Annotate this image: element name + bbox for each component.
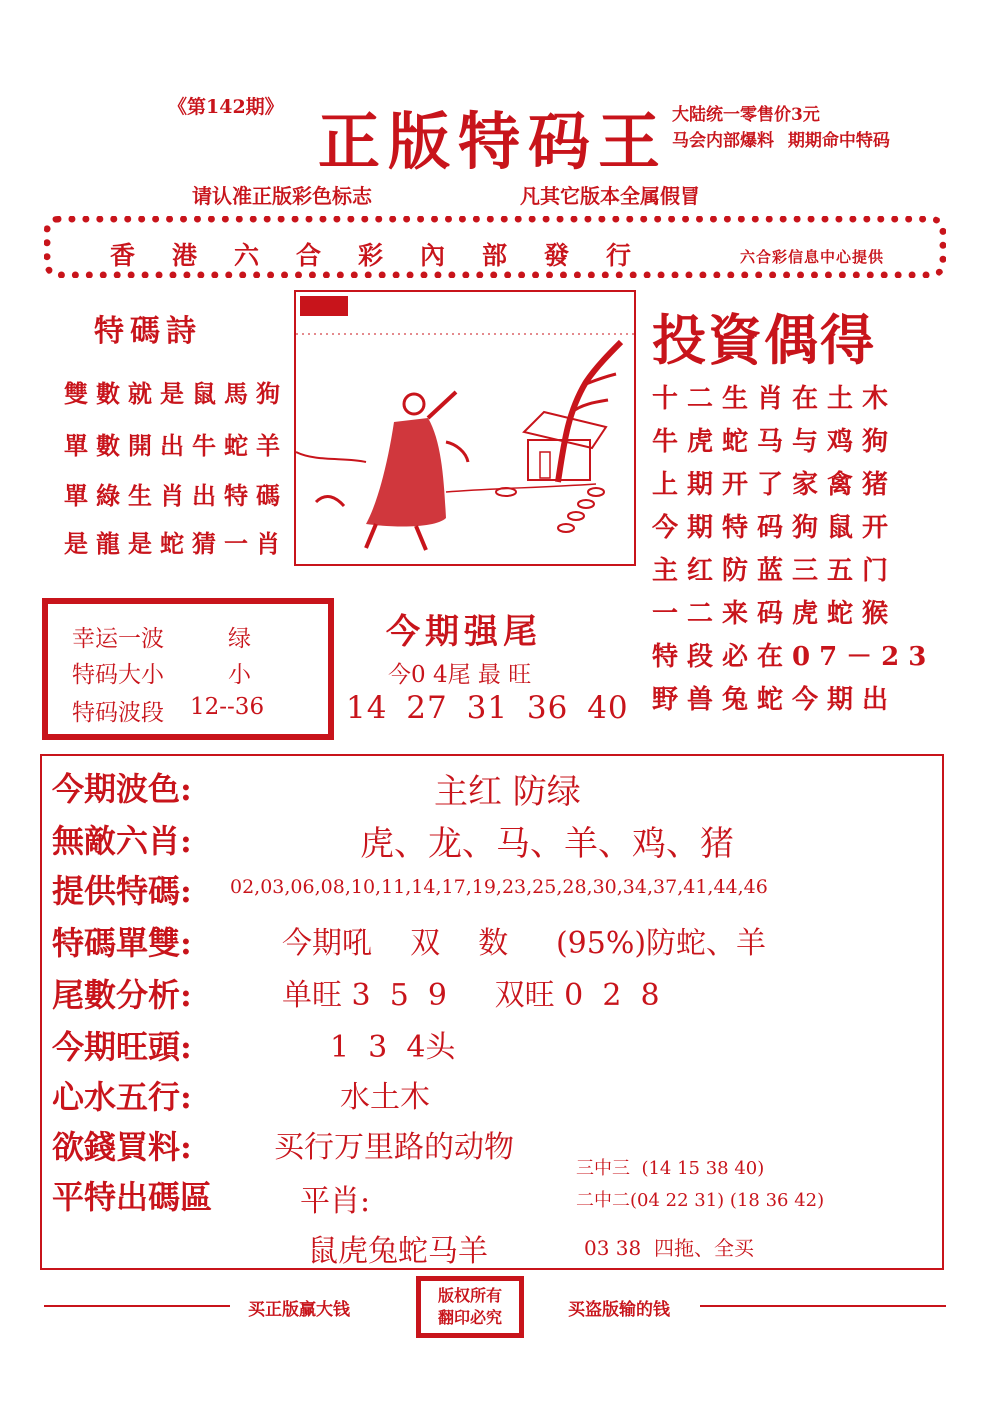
banner-text: 香港六合彩內部發行	[110, 241, 669, 270]
wave-color-label: 今期波色:	[52, 770, 192, 808]
counterfeit-notice: 凡其它版本全属假冒	[520, 184, 700, 208]
buy-label: 欲錢買料:	[52, 1128, 192, 1166]
invincible-label: 無敵六肖:	[52, 822, 192, 860]
poem-line: 單綠生肖出特碼	[64, 481, 288, 510]
strong-tail-numbers: 14 27 31 36 40	[346, 690, 629, 726]
investment-line: 今期特码狗鼠开	[652, 513, 898, 543]
flat-label: 平肖:	[300, 1184, 371, 1219]
lucky-range-label: 特码波段	[72, 700, 164, 726]
insider-note: 马会内部爆料 期期命中特码	[672, 131, 890, 151]
investment-line: 主红防蓝三五门	[652, 556, 898, 586]
investment-line: 一二来码虎蛇猴	[652, 599, 898, 629]
footer-rule-right	[700, 1305, 946, 1307]
poem-line: 是龍是蛇猜一肖	[64, 529, 288, 558]
illustration	[294, 290, 636, 566]
special-label: 提供特碼:	[52, 872, 192, 910]
banner-source: 六合彩信息中心提供	[740, 248, 885, 266]
odd-even-label: 特碼單雙:	[52, 924, 192, 962]
head-value: 1 3 4头	[330, 1030, 456, 1065]
footer-right: 买盗版输的钱	[568, 1300, 670, 1320]
investment-line: 牛虎蛇马与鸡狗	[652, 427, 898, 457]
poem-line: 單數開出牛蛇羊	[64, 431, 288, 460]
element-label: 心水五行:	[52, 1078, 192, 1116]
special-value: 02,03,06,08,10,11,14,17,19,23,25,28,30,34,37,41,44,46	[230, 876, 768, 898]
investment-line: 十二生肖在土木	[652, 384, 898, 414]
copyright-box	[416, 1276, 524, 1338]
strong-tail-subtitle: 今0 4尾 最 旺	[388, 662, 532, 688]
investment-line: 上期开了家禽猪	[652, 470, 898, 500]
page-title: 正版特码王	[318, 105, 669, 178]
tail-value: 单旺 3 5 9 双旺 0 2 8	[282, 978, 660, 1013]
investment-line: 野兽兔蛇今期出	[652, 685, 898, 715]
lucky-wave-value: 绿	[228, 626, 251, 652]
poem-title: 特碼詩	[94, 314, 202, 349]
wave-color-value: 主红 防绿	[434, 772, 581, 812]
head-label: 今期旺頭:	[52, 1028, 192, 1066]
invincible-value: 虎、龙、马、羊、鸡、猪	[360, 824, 734, 864]
three-hit: 三中三 (14 15 38 40)	[576, 1158, 765, 1179]
traveler-illustration	[296, 292, 636, 566]
investment-title: 投資偶得	[652, 308, 876, 372]
buy-value: 买行万里路的动物	[274, 1130, 514, 1165]
footer-rule-left	[44, 1305, 230, 1307]
zone-label: 平特出碼區	[52, 1178, 213, 1216]
lucky-range-value: 12--36	[190, 694, 265, 720]
copyright-line-1: 版权所有	[437, 1286, 502, 1305]
element-value: 水土木	[340, 1080, 430, 1115]
seal-stamp	[300, 296, 348, 316]
copyright-line-2: 翻印必究	[437, 1308, 502, 1327]
odd-even-value: 今期吼 双 数 (95%)防蛇、羊	[282, 926, 767, 961]
drag-note: 03 38 四拖、全买	[584, 1236, 754, 1260]
lucky-size-value: 小	[228, 662, 251, 688]
tail-label: 尾數分析:	[52, 976, 192, 1014]
price-note: 大陆统一零售价3元	[672, 105, 820, 125]
lucky-size-label: 特码大小	[72, 662, 164, 688]
lucky-wave-label: 幸运一波	[72, 626, 164, 652]
strong-tail-title: 今期强尾	[386, 612, 542, 652]
footer-left: 买正版赢大钱	[248, 1300, 350, 1320]
poem-line: 雙數就是鼠馬狗	[64, 379, 288, 408]
flat-value: 鼠虎兔蛇马羊	[308, 1234, 488, 1269]
authenticity-notice: 请认准正版彩色标志	[192, 184, 372, 208]
issue-number: 《第142期》	[168, 96, 284, 118]
two-hit: 二中二(04 22 31) (18 36 42)	[576, 1190, 825, 1211]
investment-line: 特段必在07－23	[652, 642, 936, 672]
